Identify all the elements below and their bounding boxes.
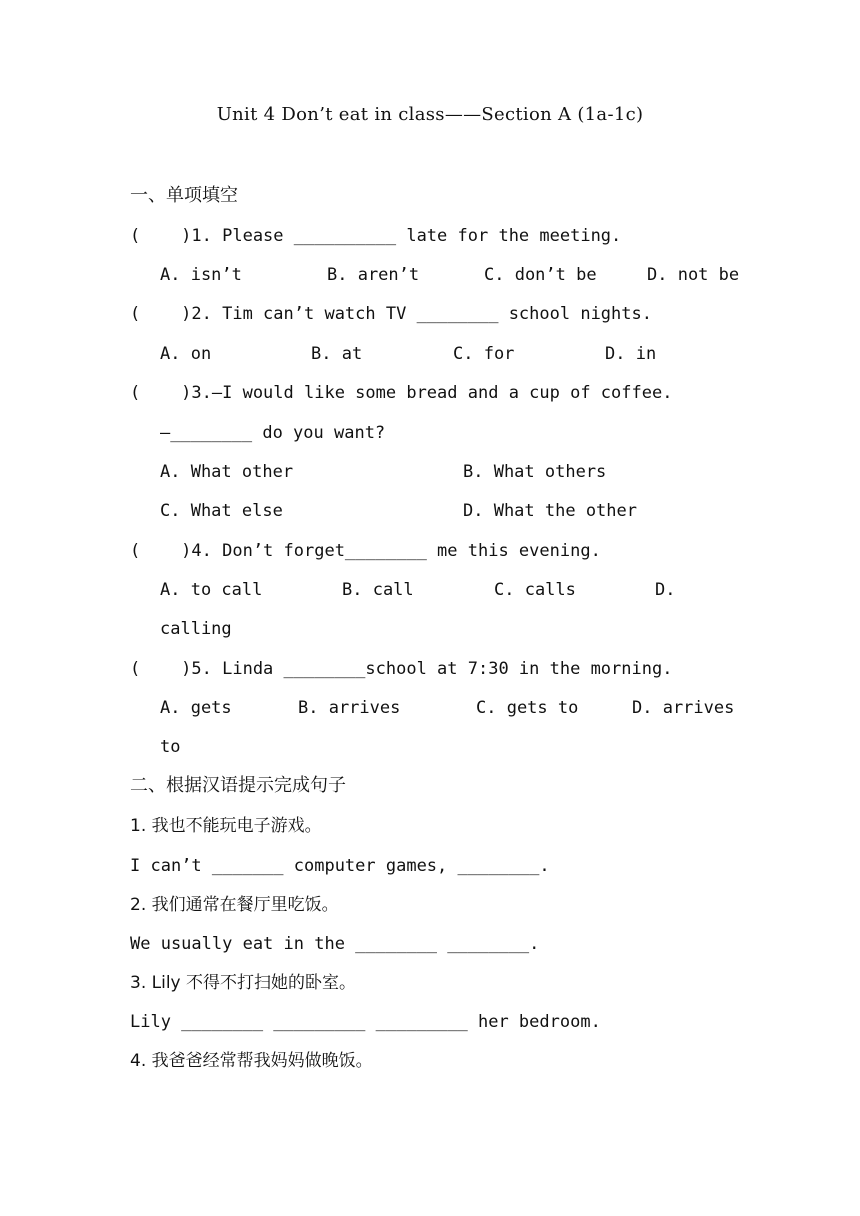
question-5-option-b: B. arrives [298,698,401,718]
question-5-option-d: D. arrives [632,698,735,718]
question-4-option-b: B. call [342,580,414,600]
question-3-option-c: C. What else [160,501,283,521]
question-4-option-d-continued: calling [160,619,232,639]
translation-item-3-chinese: 3. Lily 不得不打扫她的卧室。 [130,973,357,993]
question-3-option-a: A. What other [160,462,294,482]
translation-item-2-english: We usually eat in the ________ ________. [130,934,540,954]
question-3-stem: ( )3.—I would like some bread and a cup of coffee. [130,383,673,403]
question-2-option-d: D. in [605,344,657,364]
question-5-option-c: C. gets to [476,698,579,718]
question-3-option-d: D. What the other [463,501,637,521]
question-1-option-b: B. aren’t [327,265,420,285]
question-2-option-b: B. at [311,344,363,364]
question-5-option-d-continued: to [160,737,181,757]
question-2-option-c: C. for [453,344,515,364]
question-1-stem: ( )1. Please __________ late for the meeting. [130,226,622,246]
section-heading-single-choice: 一、单项填空 [130,185,238,206]
translation-item-3-english: Lily ________ _________ _________ her bedroom. [130,1012,601,1032]
translation-item-1-english: I can’t _______ computer games, ________. [130,856,550,876]
question-5-option-a: A. gets [160,698,232,718]
translation-item-2-chinese: 2. 我们通常在餐厅里吃饭。 [130,895,339,915]
question-1-option-d: D. not be [647,265,740,285]
question-1-option-c: C. don’t be [484,265,597,285]
translation-item-4-chinese: 4. 我爸爸经常帮我妈妈做晚饭。 [130,1051,373,1071]
question-4-option-a: A. to call [160,580,263,600]
question-4-option-d: D. [655,580,676,600]
question-4-stem: ( )4. Don’t forget________ me this evening. [130,541,601,561]
question-2-option-a: A. on [160,344,212,364]
page-title: Unit 4 Don’t eat in class——Section A (1a-1c) [216,104,644,125]
question-2-stem: ( )2. Tim can’t watch TV ________ school nights. [130,304,652,324]
question-3-stem-reply: —________ do you want? [160,423,386,443]
question-5-stem: ( )5. Linda ________school at 7:30 in the morning. [130,659,673,679]
question-3-option-b: B. What others [463,462,607,482]
section-heading-translation: 二、根据汉语提示完成句子 [130,775,346,796]
translation-item-1-chinese: 1. 我也不能玩电子游戏。 [130,816,322,836]
question-1-option-a: A. isn’t [160,265,242,285]
question-4-option-c: C. calls [494,580,576,600]
